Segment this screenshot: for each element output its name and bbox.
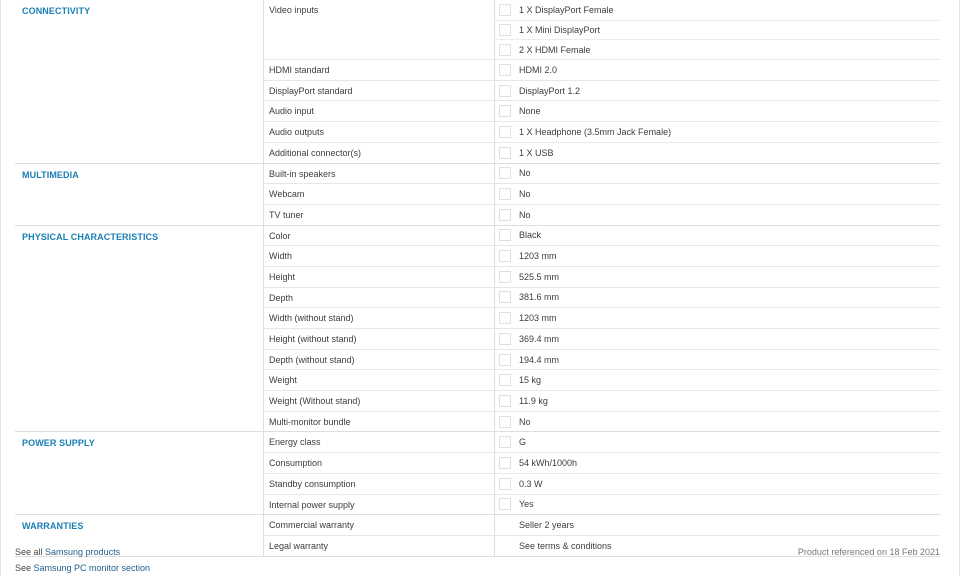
compare-checkbox-icon[interactable] <box>499 436 511 448</box>
feature-value: No <box>519 189 531 200</box>
feature-name: Color <box>264 226 495 246</box>
value-row <box>495 288 940 308</box>
feature-name: Width (without stand) <box>264 308 495 328</box>
feature-values <box>495 143 940 163</box>
feature-row <box>264 369 940 390</box>
compare-checkbox-icon[interactable] <box>499 333 511 345</box>
compare-checkbox-icon[interactable] <box>499 395 511 407</box>
value-row <box>495 122 940 142</box>
feature-row <box>264 100 940 121</box>
feature-values <box>495 164 940 184</box>
spec-group <box>15 431 940 514</box>
feature-name: DisplayPort standard <box>264 81 495 101</box>
feature-row <box>264 494 940 515</box>
feature-row <box>264 266 940 287</box>
feature-row <box>264 164 940 184</box>
compare-checkbox-icon[interactable] <box>499 4 511 16</box>
feature-values <box>495 0 940 59</box>
feature-value: 11.9 kg <box>519 395 548 406</box>
feature-value: Black <box>519 230 542 241</box>
feature-values <box>495 122 940 142</box>
compare-checkbox-icon[interactable] <box>499 354 511 366</box>
feature-values <box>495 412 940 432</box>
feature-name: Webcam <box>264 184 495 204</box>
feature-value: 0.3 W <box>519 478 543 489</box>
feature-list <box>264 432 940 514</box>
value-row <box>495 81 940 101</box>
value-row <box>495 184 940 204</box>
spec-table <box>15 0 940 557</box>
value-row <box>495 60 940 80</box>
samsung-products-link[interactable]: Samsung products <box>45 547 121 557</box>
feature-row <box>264 121 940 142</box>
feature-name: HDMI standard <box>264 60 495 80</box>
feature-name: Additional connector(s) <box>264 143 495 163</box>
compare-checkbox-icon[interactable] <box>499 147 511 159</box>
value-row <box>495 0 940 20</box>
group-title: MULTIMEDIA <box>15 164 264 225</box>
group-title: WARRANTIES <box>15 515 264 555</box>
feature-list <box>264 226 940 432</box>
samsung-monitor-section-link[interactable]: Samsung PC monitor section <box>33 563 151 573</box>
feature-values <box>495 495 940 515</box>
feature-value: None <box>519 106 541 117</box>
feature-value: 1 X USB <box>519 147 554 158</box>
feature-row <box>264 0 940 59</box>
feature-row <box>264 349 940 370</box>
feature-values <box>495 184 940 204</box>
feature-values <box>495 474 940 494</box>
value-row <box>495 267 940 287</box>
compare-checkbox-icon[interactable] <box>499 250 511 262</box>
compare-checkbox-icon[interactable] <box>499 457 511 469</box>
value-row <box>495 308 940 328</box>
value-row <box>495 205 940 225</box>
feature-name: Audio input <box>264 101 495 121</box>
value-row <box>495 20 940 40</box>
feature-value: No <box>519 168 531 179</box>
feature-row <box>264 226 940 246</box>
feature-value: 525.5 mm <box>519 271 560 282</box>
feature-name: Energy class <box>264 432 495 452</box>
feature-value: 15 kg <box>519 375 542 386</box>
compare-checkbox-icon[interactable] <box>499 271 511 283</box>
feature-value: No <box>519 209 531 220</box>
compare-checkbox-icon <box>499 540 511 552</box>
compare-checkbox-icon[interactable] <box>499 64 511 76</box>
value-row <box>495 226 940 246</box>
feature-value: 381.6 mm <box>519 292 560 303</box>
feature-value: Seller 2 years <box>519 520 575 531</box>
value-row <box>495 391 940 411</box>
feature-values <box>495 267 940 287</box>
compare-checkbox-icon[interactable] <box>499 209 511 221</box>
feature-values <box>495 81 940 101</box>
feature-row <box>264 328 940 349</box>
feature-value: No <box>519 416 531 427</box>
feature-name: Commercial warranty <box>264 515 495 535</box>
feature-value: 1203 mm <box>519 251 557 262</box>
feature-name: Width <box>264 246 495 266</box>
compare-checkbox-icon[interactable] <box>499 478 511 490</box>
feature-value: 1 X DisplayPort Female <box>519 4 614 15</box>
feature-values <box>495 329 940 349</box>
compare-checkbox-icon <box>499 519 511 531</box>
compare-checkbox-icon[interactable] <box>499 291 511 303</box>
feature-row <box>264 515 940 535</box>
feature-value: 1 X Headphone (3.5mm Jack Female) <box>519 126 672 137</box>
feature-name: TV tuner <box>264 205 495 225</box>
feature-row <box>264 59 940 80</box>
feature-row <box>264 183 940 204</box>
compare-checkbox-icon[interactable] <box>499 374 511 386</box>
feature-row <box>264 307 940 328</box>
group-title: POWER SUPPLY <box>15 432 264 514</box>
value-row <box>495 101 940 121</box>
compare-checkbox-icon[interactable] <box>499 105 511 117</box>
product-referenced-date: Product referenced on 18 Feb 2021 <box>797 547 940 557</box>
feature-name: Standby consumption <box>264 474 495 494</box>
feature-name: Consumption <box>264 453 495 473</box>
feature-name: Internal power supply <box>264 495 495 515</box>
feature-row <box>264 80 940 101</box>
feature-values <box>495 370 940 390</box>
feature-name: Depth (without stand) <box>264 350 495 370</box>
spec-group <box>15 225 940 432</box>
footer-line-all-products <box>15 547 120 557</box>
feature-value: See terms & conditions <box>519 540 612 551</box>
feature-value: HDMI 2.0 <box>519 64 558 75</box>
feature-values <box>495 350 940 370</box>
footer-line1-prefix: See all <box>15 547 46 557</box>
feature-value: DisplayPort 1.2 <box>519 85 581 96</box>
feature-list <box>264 0 940 163</box>
compare-checkbox-icon[interactable] <box>499 229 511 241</box>
feature-values <box>495 246 940 266</box>
feature-list <box>264 164 940 225</box>
value-row <box>495 164 940 184</box>
feature-row <box>264 204 940 225</box>
feature-row <box>264 432 940 452</box>
feature-row <box>264 142 940 163</box>
value-row <box>495 412 940 432</box>
feature-name: Depth <box>264 288 495 308</box>
feature-values <box>495 288 940 308</box>
feature-value: G <box>519 437 527 448</box>
compare-checkbox-icon[interactable] <box>499 312 511 324</box>
compare-checkbox-icon[interactable] <box>499 188 511 200</box>
feature-values <box>495 391 940 411</box>
group-title: CONNECTIVITY <box>15 0 264 163</box>
feature-row <box>264 245 940 266</box>
compare-checkbox-icon[interactable] <box>499 24 511 36</box>
feature-name: Weight <box>264 370 495 390</box>
feature-values <box>495 308 940 328</box>
compare-checkbox-icon[interactable] <box>499 85 511 97</box>
compare-checkbox-icon[interactable] <box>499 498 511 510</box>
spec-group <box>15 163 940 225</box>
value-row <box>495 495 940 515</box>
value-row <box>495 350 940 370</box>
footer-line-monitor-section <box>15 563 150 573</box>
value-row <box>495 474 940 494</box>
feature-value: 1 X Mini DisplayPort <box>519 25 601 36</box>
value-row <box>495 432 940 452</box>
footer-line2-prefix: See <box>15 563 34 573</box>
value-row <box>495 143 940 163</box>
feature-values <box>495 60 940 80</box>
feature-name: Multi-monitor bundle <box>264 412 495 432</box>
spec-group <box>15 0 940 163</box>
feature-values <box>495 226 940 246</box>
value-row <box>495 453 940 473</box>
feature-name: Weight (Without stand) <box>264 391 495 411</box>
feature-name: Legal warranty <box>264 536 495 556</box>
feature-values <box>495 205 940 225</box>
value-row <box>495 246 940 266</box>
feature-value: 194.4 mm <box>519 354 560 365</box>
feature-values <box>495 101 940 121</box>
feature-name: Height (without stand) <box>264 329 495 349</box>
feature-row <box>264 473 940 494</box>
feature-row <box>264 287 940 308</box>
feature-name: Video inputs <box>264 0 495 59</box>
feature-row <box>264 411 940 432</box>
feature-value: 369.4 mm <box>519 333 560 344</box>
compare-checkbox-icon[interactable] <box>499 126 511 138</box>
feature-row <box>264 452 940 473</box>
value-row <box>495 39 940 59</box>
feature-value: 1203 mm <box>519 313 557 324</box>
feature-name: Built-in speakers <box>264 164 495 184</box>
value-row <box>495 370 940 390</box>
feature-values <box>495 453 940 473</box>
compare-checkbox-icon[interactable] <box>499 44 511 56</box>
feature-name: Height <box>264 267 495 287</box>
value-row <box>495 515 940 535</box>
feature-values <box>495 432 940 452</box>
feature-row <box>264 390 940 411</box>
compare-checkbox-icon[interactable] <box>499 167 511 179</box>
compare-checkbox-icon[interactable] <box>499 416 511 428</box>
value-row <box>495 329 940 349</box>
feature-name: Audio outputs <box>264 122 495 142</box>
feature-value: 54 kWh/1000h <box>519 457 578 468</box>
feature-value: Yes <box>519 499 534 510</box>
feature-value: 2 X HDMI Female <box>519 44 591 55</box>
group-title: PHYSICAL CHARACTERISTICS <box>15 226 264 432</box>
feature-values <box>495 515 940 535</box>
